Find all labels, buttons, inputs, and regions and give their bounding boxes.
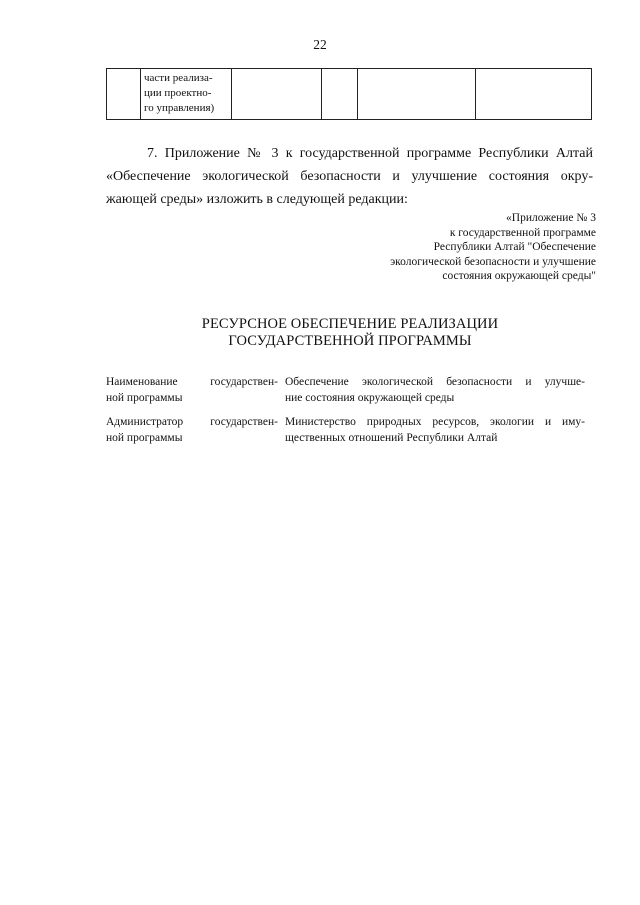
info-label: Администратор государствен- ной программы bbox=[106, 416, 278, 444]
info-value: Министерство природных ресурсов, экологии и иму- щественных отношений Республики Алтай bbox=[285, 416, 585, 444]
appendix-line: Республики Алтай "Обеспечение bbox=[433, 241, 596, 253]
amendment-paragraph bbox=[106, 142, 593, 211]
info-value: Обеспечение экологической безопасности и улучше- ние состояния окружающей среды bbox=[285, 376, 585, 404]
heading-line: РЕСУРСНОЕ ОБЕСПЕЧЕНИЕ РЕАЛИЗАЦИИ bbox=[201, 316, 499, 332]
info-row bbox=[106, 374, 593, 406]
table-cell-text bbox=[141, 69, 232, 120]
paragraph-line: жающей среды» изложить в следующей редакции: bbox=[106, 192, 408, 207]
cell-line: части реализа- bbox=[144, 72, 213, 84]
paragraph-line: 7. Приложение № 3 к государственной программе Республики Алтай bbox=[147, 146, 593, 161]
appendix-line: состояния окружающей среды" bbox=[442, 270, 596, 282]
table-cell-empty bbox=[358, 69, 476, 120]
table-cell-empty bbox=[232, 69, 322, 120]
table-cell-empty bbox=[476, 69, 592, 120]
info-label: Наименование государствен- ной программы bbox=[106, 376, 278, 404]
appendix-note bbox=[390, 211, 596, 284]
section-heading bbox=[150, 316, 550, 350]
appendix-line: экологической безопасности и улучшение bbox=[390, 255, 596, 268]
program-info bbox=[106, 374, 593, 454]
cell-line: ции проектно- bbox=[144, 87, 212, 99]
table-row bbox=[107, 69, 592, 120]
appendix-line: «Приложение № 3 bbox=[506, 212, 596, 224]
paragraph-line: «Обеспечение экологической безопасности и улучшение состояния окру- bbox=[106, 169, 593, 184]
heading-line: ГОСУДАРСТВЕННОЙ ПРОГРАММЫ bbox=[228, 333, 472, 349]
table-cell-empty bbox=[107, 69, 141, 120]
info-row bbox=[106, 414, 593, 446]
continuation-table bbox=[106, 68, 592, 120]
appendix-line: к государственной программе bbox=[449, 226, 596, 239]
page-number: 22 bbox=[313, 37, 327, 52]
cell-line: го управления) bbox=[144, 102, 215, 114]
table-cell-empty bbox=[322, 69, 358, 120]
